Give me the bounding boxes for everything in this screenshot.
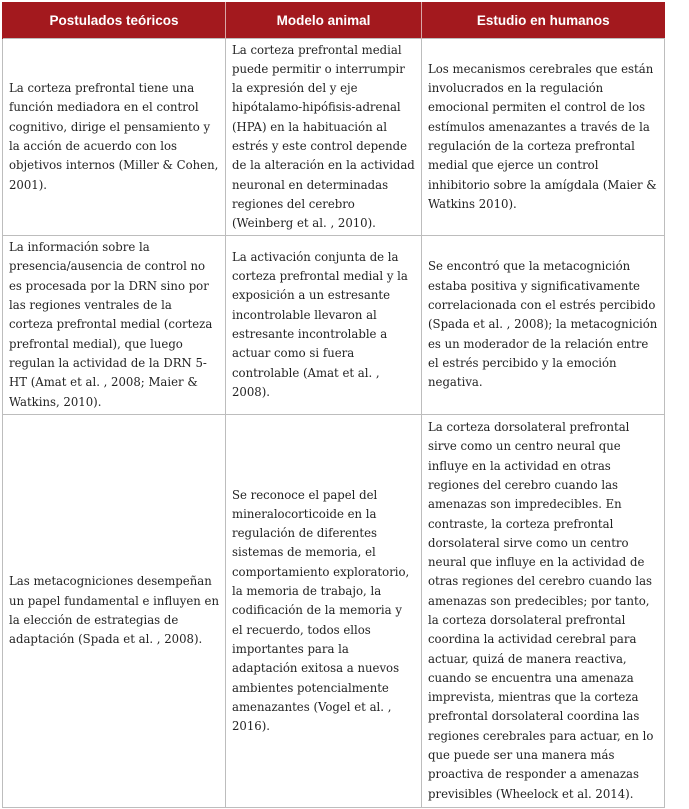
table-cell-estudio-humanos: Los mecanismos cerebrales que están involucrados en la regulación emocional permiten el control de los estímulos amenazantes a través de la regulación de la corteza prefrontal medial que ejerce un control inhibitorio sobre la amígdala (Maier & Watkins 2010). xyxy=(422,39,665,236)
table-cell-modelo-animal: La corteza prefrontal medial puede permitir o interrumpir la expresión del y eje hipótalamo-hipófisis-adrenal (HPA) en la habituación al estrés y este control depende de la alteración en la actividad neuronal en determinadas regiones del cerebro (Weinberg et al. , 2010). xyxy=(226,39,422,236)
comparison-table xyxy=(2,2,665,808)
table-row xyxy=(3,415,665,808)
header-estudio-en-humanos: Estudio en humanos xyxy=(422,2,665,39)
table-row xyxy=(3,39,665,236)
table-row xyxy=(3,236,665,415)
table-cell-modelo-animal: La activación conjunta de la corteza prefrontal medial y la exposición a un estresante incontrolable llevaron al estresante incontrolable a actuar como si fuera controlable (Amat et al. , 2008). xyxy=(226,236,422,415)
table-cell-modelo-animal: Se reconoce el papel del mineralocorticoide en la regulación de diferentes sistemas de memoria, el comportamiento exploratorio, la memoria de trabajo, la codificación de la memoria y el recuerdo, todos ellos importantes para la adaptación exitosa a nuevos ambientes potencialmente amenazantes (Vogel et al. , 2016). xyxy=(226,415,422,808)
table-cell-postulado: La información sobre la presencia/ausencia de control no es procesada por la DRN sino por las regiones ventrales de la corteza prefrontal medial (corteza prefrontal medial), que luego regulan la actividad de la DRN 5-HT (Amat et al. , 2008; Maier & Watkins, 2010). xyxy=(3,236,226,415)
header-modelo-animal: Modelo animal xyxy=(226,2,422,39)
table-cell-postulado: La corteza prefrontal tiene una función mediadora en el control cognitivo, dirige el pensamiento y la acción de acuerdo con los objetivos internos (Miller & Cohen, 2001). xyxy=(3,39,226,236)
header-row xyxy=(3,2,665,39)
table-cell-estudio-humanos: Se encontró que la metacognición estaba positiva y significativamente correlacionada con el estrés percibido (Spada et al. , 2008); la metacognición es un moderador de la relación entre el estrés percibido y la emoción negativa. xyxy=(422,236,665,415)
table-cell-postulado: Las metacogniciones desempeñan un papel fundamental e influyen en la elección de estrategias de adaptación (Spada et al. , 2008). xyxy=(3,415,226,808)
header-postulados-teoricos: Postulados teóricos xyxy=(3,2,226,39)
table-cell-estudio-humanos: La corteza dorsolateral prefrontal sirve como un centro neural que influye en la actividad en otras regiones del cerebro cuando las amenazas son impredecibles. En contraste, la corteza prefrontal dorsolateral sirve como un centro neural que influye en la actividad de otras regiones del cerebro cuando las amenazas son predecibles; por tanto, la corteza dorsolateral prefrontal coordina la actividad cerebral para actuar, quizá de manera reactiva, cuando se encuentra una amenaza imprevista, mientras que la corteza prefrontal dorsolateral coordina las regiones cerebrales para actuar, en lo que puede ser una manera más proactiva de responder a amenazas previsibles (Wheelock et al. 2014). xyxy=(422,415,665,808)
